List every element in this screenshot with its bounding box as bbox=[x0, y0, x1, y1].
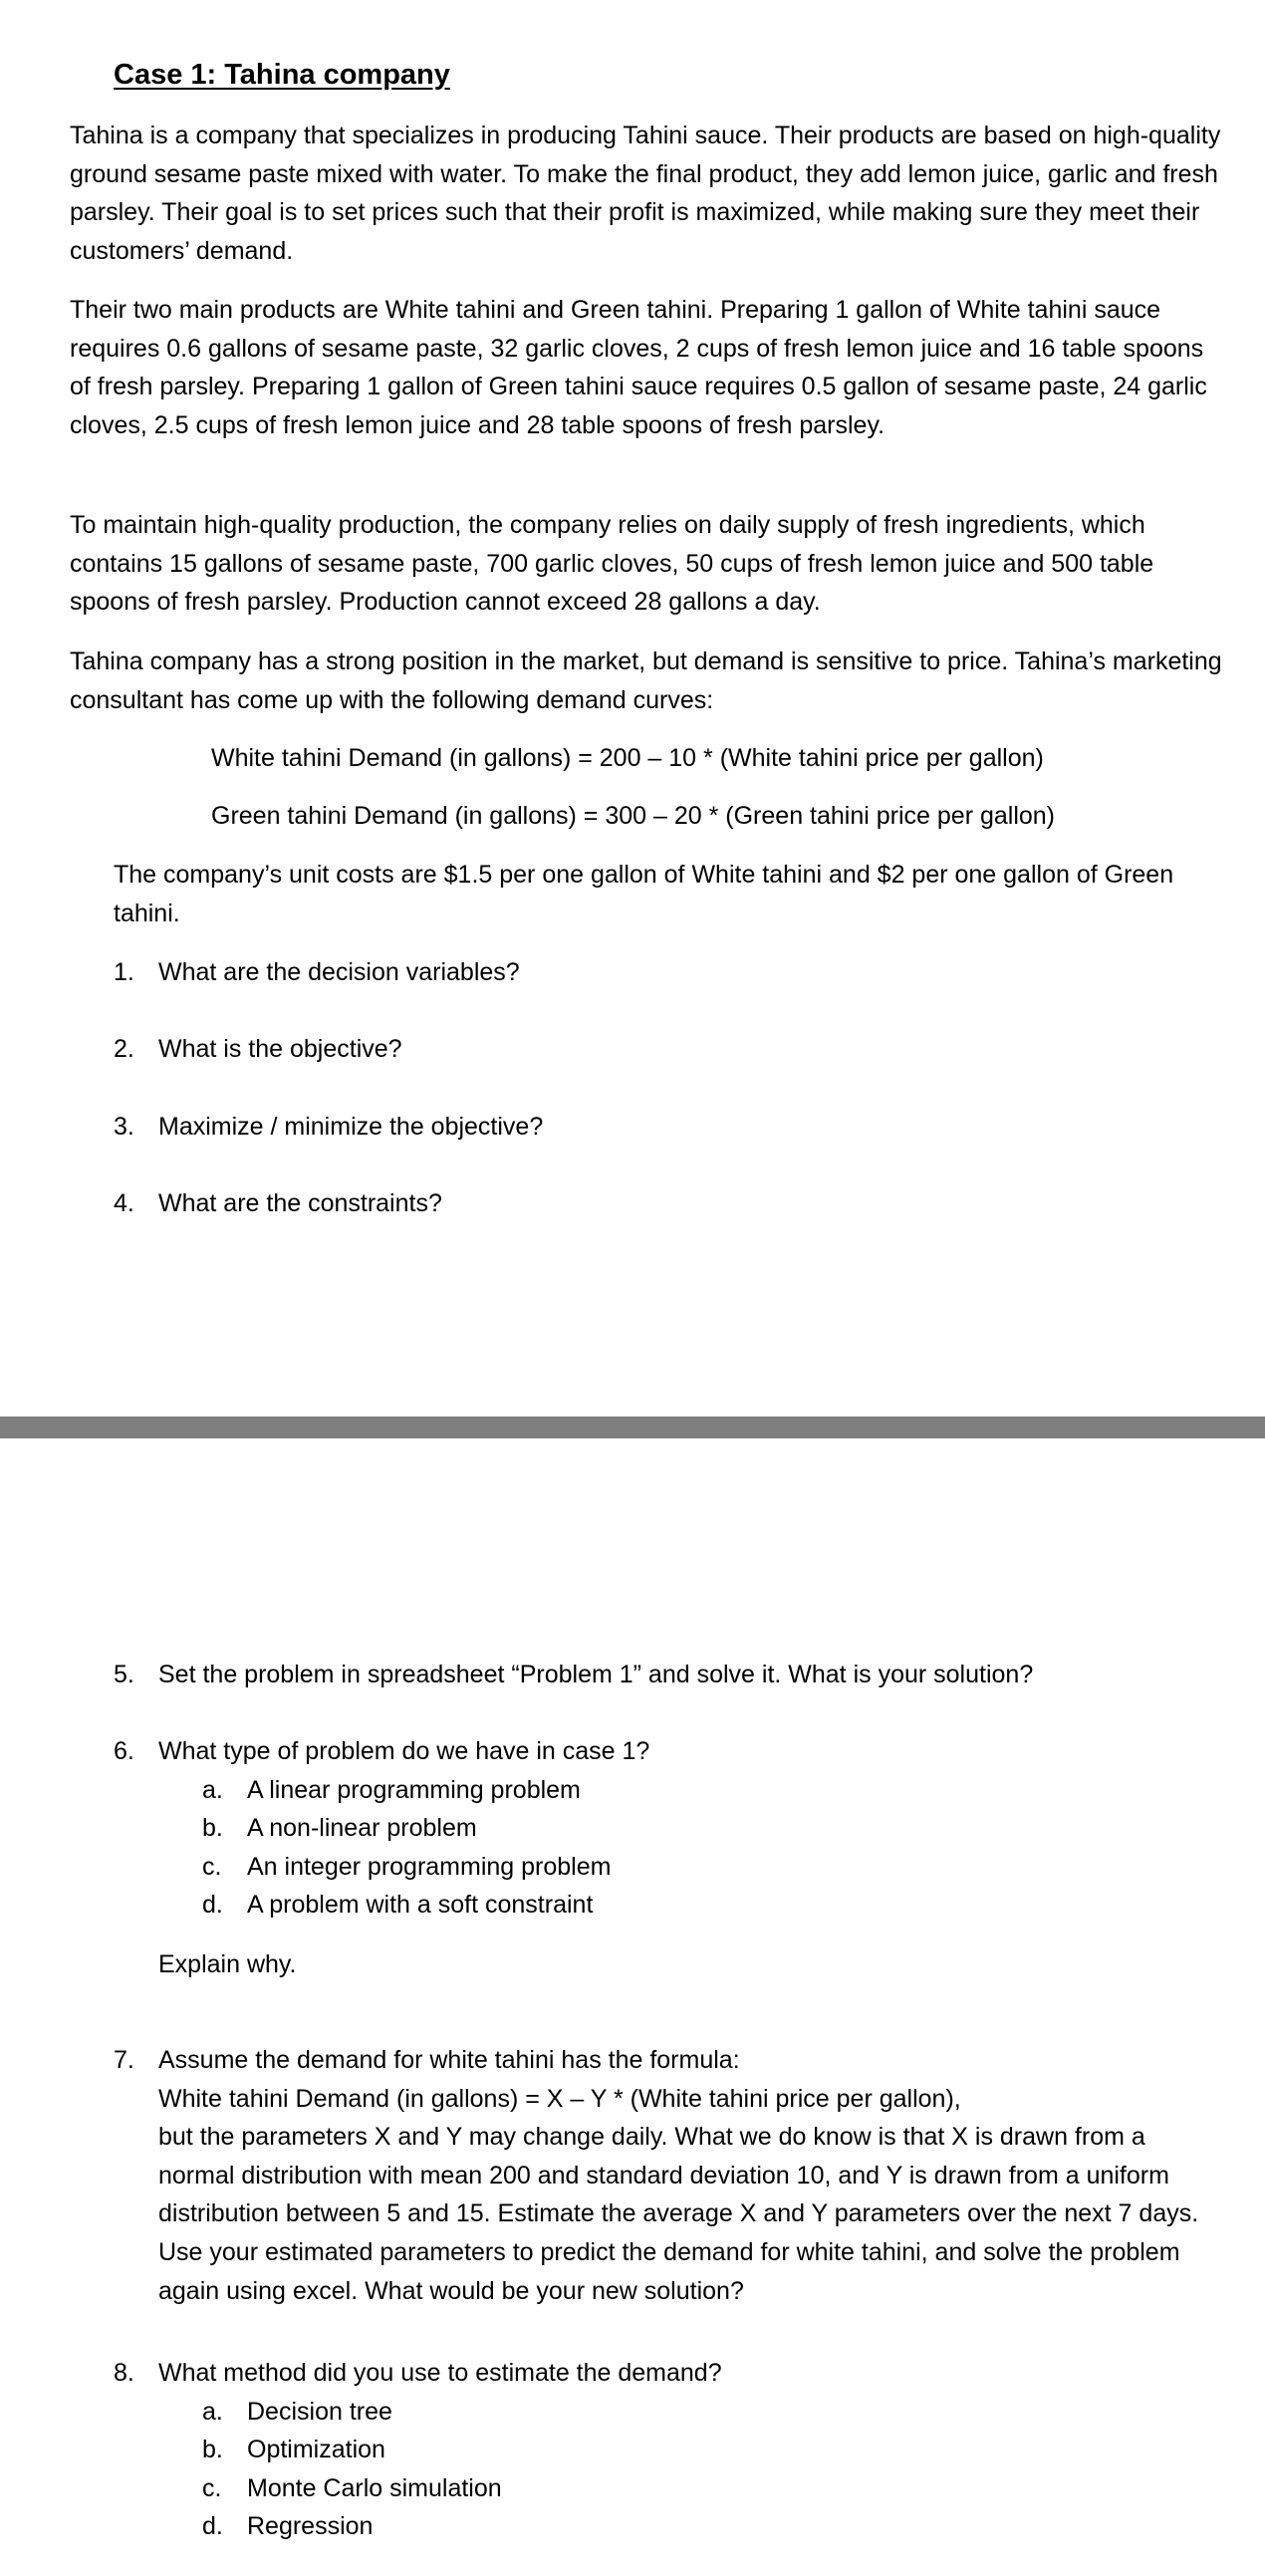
option-letter: b. bbox=[202, 1814, 223, 1843]
question-number: 6. bbox=[114, 1737, 134, 1765]
question-formula: White tahini Demand (in gallons) = X – Y * (White tahini price per gallon), bbox=[158, 2084, 961, 2113]
explain-why-prompt: Explain why. bbox=[158, 1950, 297, 1978]
question-text-line-1: Assume the demand for white tahini has the formula: bbox=[158, 2046, 740, 2074]
question-text: What type of problem do we have in case 1? bbox=[158, 1737, 650, 1765]
question-text: Set the problem in spreadsheet “Problem 1” and solve it. What is your solution? bbox=[158, 1661, 1034, 1688]
option-letter: a. bbox=[202, 1775, 223, 1804]
question-text: What is the objective? bbox=[158, 1035, 402, 1063]
question-number: 7. bbox=[114, 2046, 134, 2074]
question-6 bbox=[114, 1732, 1209, 1925]
option-b bbox=[202, 1809, 1209, 1848]
answer-options bbox=[202, 1771, 1209, 1925]
question-number: 4. bbox=[114, 1189, 134, 1217]
option-d bbox=[202, 2507, 1209, 2546]
supply-paragraph: To maintain high-quality production, the company relies on daily supply of fresh ingredients, which contains 15 gallons of sesame paste, 700 garlic cloves, 50 cups of fresh lemon juice and 500 table spoons of fresh parsley. Production cannot exceed 28 gallons a day. bbox=[70, 511, 1154, 617]
costs-paragraph: The company’s unit costs are $1.5 per one gallon of White tahini and $2 per one gallon of Green tahini. bbox=[114, 861, 1174, 927]
option-text: An integer programming problem bbox=[247, 1852, 612, 1881]
question-3 bbox=[114, 1108, 1209, 1147]
question-text: What are the decision variables? bbox=[158, 958, 520, 986]
question-number: 3. bbox=[114, 1113, 134, 1141]
option-letter: d. bbox=[202, 1891, 223, 1920]
question-2 bbox=[114, 1030, 1209, 1069]
question-text-line-3: but the parameters X and Y may change daily. What we do know is that X is drawn from a normal distribution with mean 200 and standard deviation 10, and Y is drawn from a uniform distribution between 5 and 15. Estimate the average X and Y parameters over the next 7 days. Use your estimated parameters to predict the demand for white tahini, and solve the problem again using excel. What would be your new solution? bbox=[158, 2123, 1199, 2305]
question-number: 8. bbox=[114, 2359, 134, 2387]
question-8 bbox=[114, 2354, 1209, 2546]
option-letter: a. bbox=[202, 2397, 223, 2426]
option-c bbox=[202, 1848, 1209, 1887]
question-5 bbox=[114, 1656, 1209, 1694]
answer-options bbox=[202, 2393, 1209, 2546]
option-letter: c. bbox=[202, 2473, 222, 2502]
question-number: 5. bbox=[114, 1661, 134, 1688]
green-demand-equation: Green tahini Demand (in gallons) = 300 – 20 * (Green tahini price per gallon) bbox=[211, 802, 1056, 830]
question-text: Maximize / minimize the objective? bbox=[158, 1113, 544, 1141]
question-text: What method did you use to estimate the demand? bbox=[158, 2359, 722, 2387]
demand-paragraph: Tahina company has a strong position in the market, but demand is sensitive to price. Tahina’s marketing consultant has come up with the following demand curves: bbox=[70, 647, 1222, 714]
option-text: Regression bbox=[247, 2512, 374, 2541]
intro-paragraph: Tahina is a company that specializes in producing Tahini sauce. Their products are based on high-quality ground sesame paste mixed with water. To make the final product, they add lemon juice, garlic and fresh parsley. Their goal is to set prices such that their profit is maximized, while making sure they meet their customers’ demand. bbox=[70, 122, 1221, 265]
option-text: Monte Carlo simulation bbox=[247, 2473, 502, 2502]
products-paragraph: Their two main products are White tahini and Green tahini. Preparing 1 gallon of White tahini sauce requires 0.6 gallons of sesame paste, 32 garlic cloves, 2 cups of fresh lemon juice and 16 table spoons of fresh parsley. Preparing 1 gallon of Green tahini sauce requires 0.5 gallon of sesame paste, 24 garlic cloves, 2.5 cups of fresh lemon juice and 28 table spoons of fresh parsley. bbox=[70, 296, 1207, 439]
question-1 bbox=[114, 953, 1209, 992]
option-letter: b. bbox=[202, 2436, 223, 2464]
question-number: 2. bbox=[114, 1035, 134, 1063]
question-number: 1. bbox=[114, 958, 134, 986]
option-text: A non-linear problem bbox=[247, 1814, 477, 1843]
option-d bbox=[202, 1886, 1209, 1925]
question-7 bbox=[114, 2041, 1209, 2310]
option-letter: d. bbox=[202, 2512, 223, 2541]
option-text: A linear programming problem bbox=[247, 1775, 581, 1804]
page-divider bbox=[0, 1417, 1265, 1438]
option-c bbox=[202, 2469, 1209, 2508]
white-demand-equation: White tahini Demand (in gallons) = 200 – 10 * (White tahini price per gallon) bbox=[211, 744, 1044, 772]
option-letter: c. bbox=[202, 1852, 222, 1881]
case-title: Case 1: Tahina company bbox=[114, 59, 450, 91]
option-text: Decision tree bbox=[247, 2397, 392, 2426]
option-text: Optimization bbox=[247, 2436, 385, 2464]
question-text: What are the constraints? bbox=[158, 1189, 442, 1217]
option-b bbox=[202, 2431, 1209, 2469]
option-a bbox=[202, 2393, 1209, 2432]
question-4 bbox=[114, 1184, 1209, 1223]
option-text: A problem with a soft constraint bbox=[247, 1891, 594, 1920]
option-a bbox=[202, 1771, 1209, 1810]
